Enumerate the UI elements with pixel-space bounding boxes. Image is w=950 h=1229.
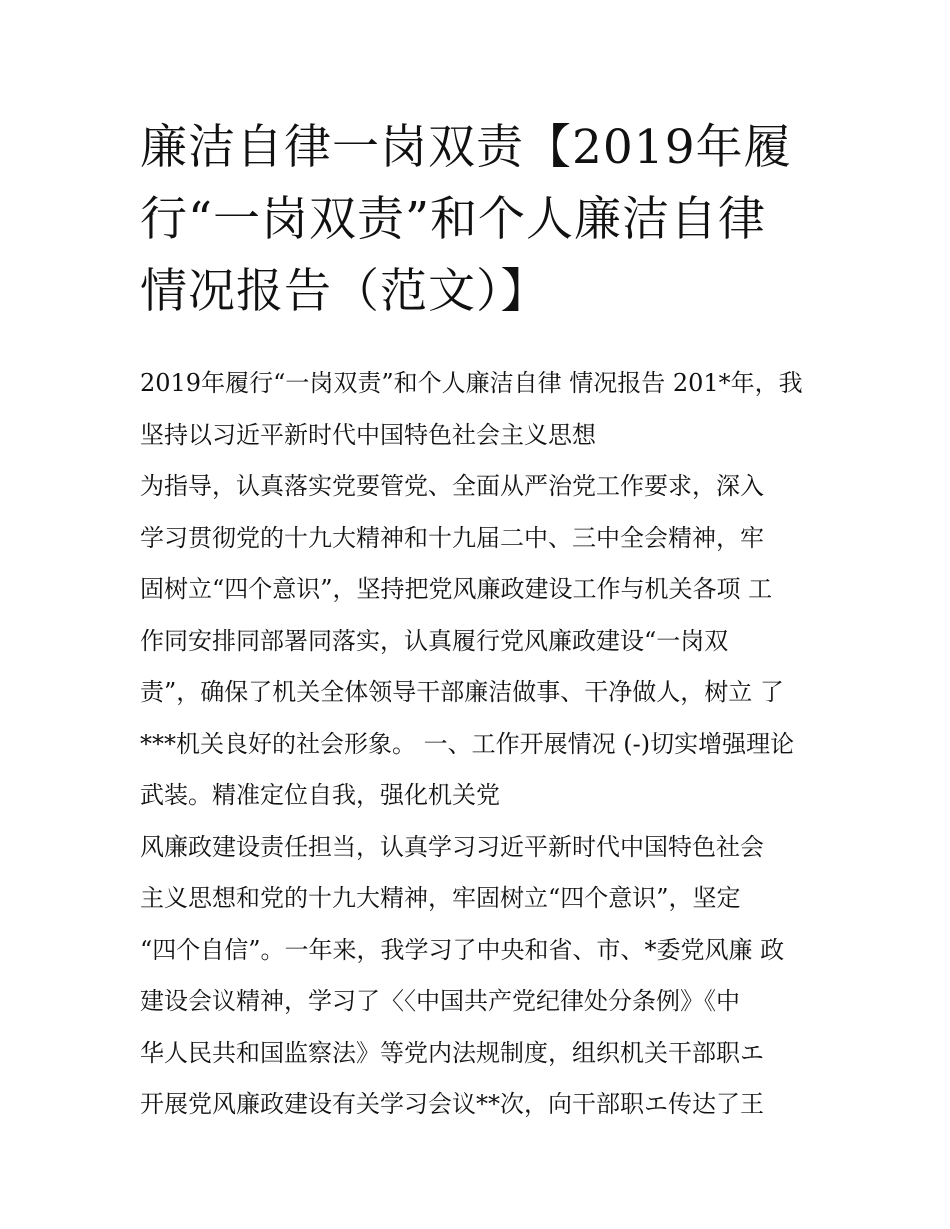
body-line: 为指导，认真落实党要管党、全面从严治党工作要求，深入 bbox=[140, 472, 764, 500]
body-line: 2019年履行“一岗双责”和个人廉洁自律 情况报告 201*年，我 bbox=[140, 369, 803, 397]
body-line: 开展党风廉政建设有关学习会议**次，向干部职エ传达了王 bbox=[140, 1090, 764, 1118]
body-line: 责”，确保了机关全体领导干部廉洁做事、干净做人，树立 了 bbox=[140, 678, 784, 706]
body-line: 华人民共和国监察法》等党内法规制度，组织机关干部职エ bbox=[140, 1038, 764, 1067]
body-line: 主义思想和党的十九大精神，牢固树立“四个意识”，坚定 bbox=[140, 884, 741, 912]
document-body bbox=[140, 358, 840, 1131]
body-line: 武装。精准定位自我，强化机关党 bbox=[140, 781, 500, 809]
body-line: ***机关良好的社会形象。 一、工作开展情况 (-)切实增强理论 bbox=[140, 729, 795, 758]
body-line: 风廉政建设责任担当，认真学习习近平新时代中国特色社会 bbox=[140, 832, 764, 861]
title-line: 廉洁自律一岗双责【2019年履 bbox=[140, 120, 792, 175]
body-line: 作同安排同部署同落实，认真履行党风廉政建设“一岗双 bbox=[140, 626, 729, 655]
title-line: 行“一岗双责”和个人廉洁自律 bbox=[140, 192, 767, 247]
body-line: “四个自信”。一年来，我学习了中央和省、市、*委党风廉 政 bbox=[140, 935, 785, 964]
title-line: 情况报告（范文）】 bbox=[140, 264, 549, 319]
document-title bbox=[140, 112, 840, 328]
body-line: 坚持以习近平新时代中国特色社会主义思想 bbox=[140, 420, 596, 449]
body-line: 建设会议精神，学习了〈〈中国共产党纪律处分条例》《中 bbox=[140, 987, 740, 1015]
body-line: 固树立“四个意识”，坚持把党风廉政建设工作与机关各项 工 bbox=[140, 575, 773, 603]
body-line: 学习贯彻党的十九大精神和十九届二中、三中全会精神，牢 bbox=[140, 523, 764, 552]
